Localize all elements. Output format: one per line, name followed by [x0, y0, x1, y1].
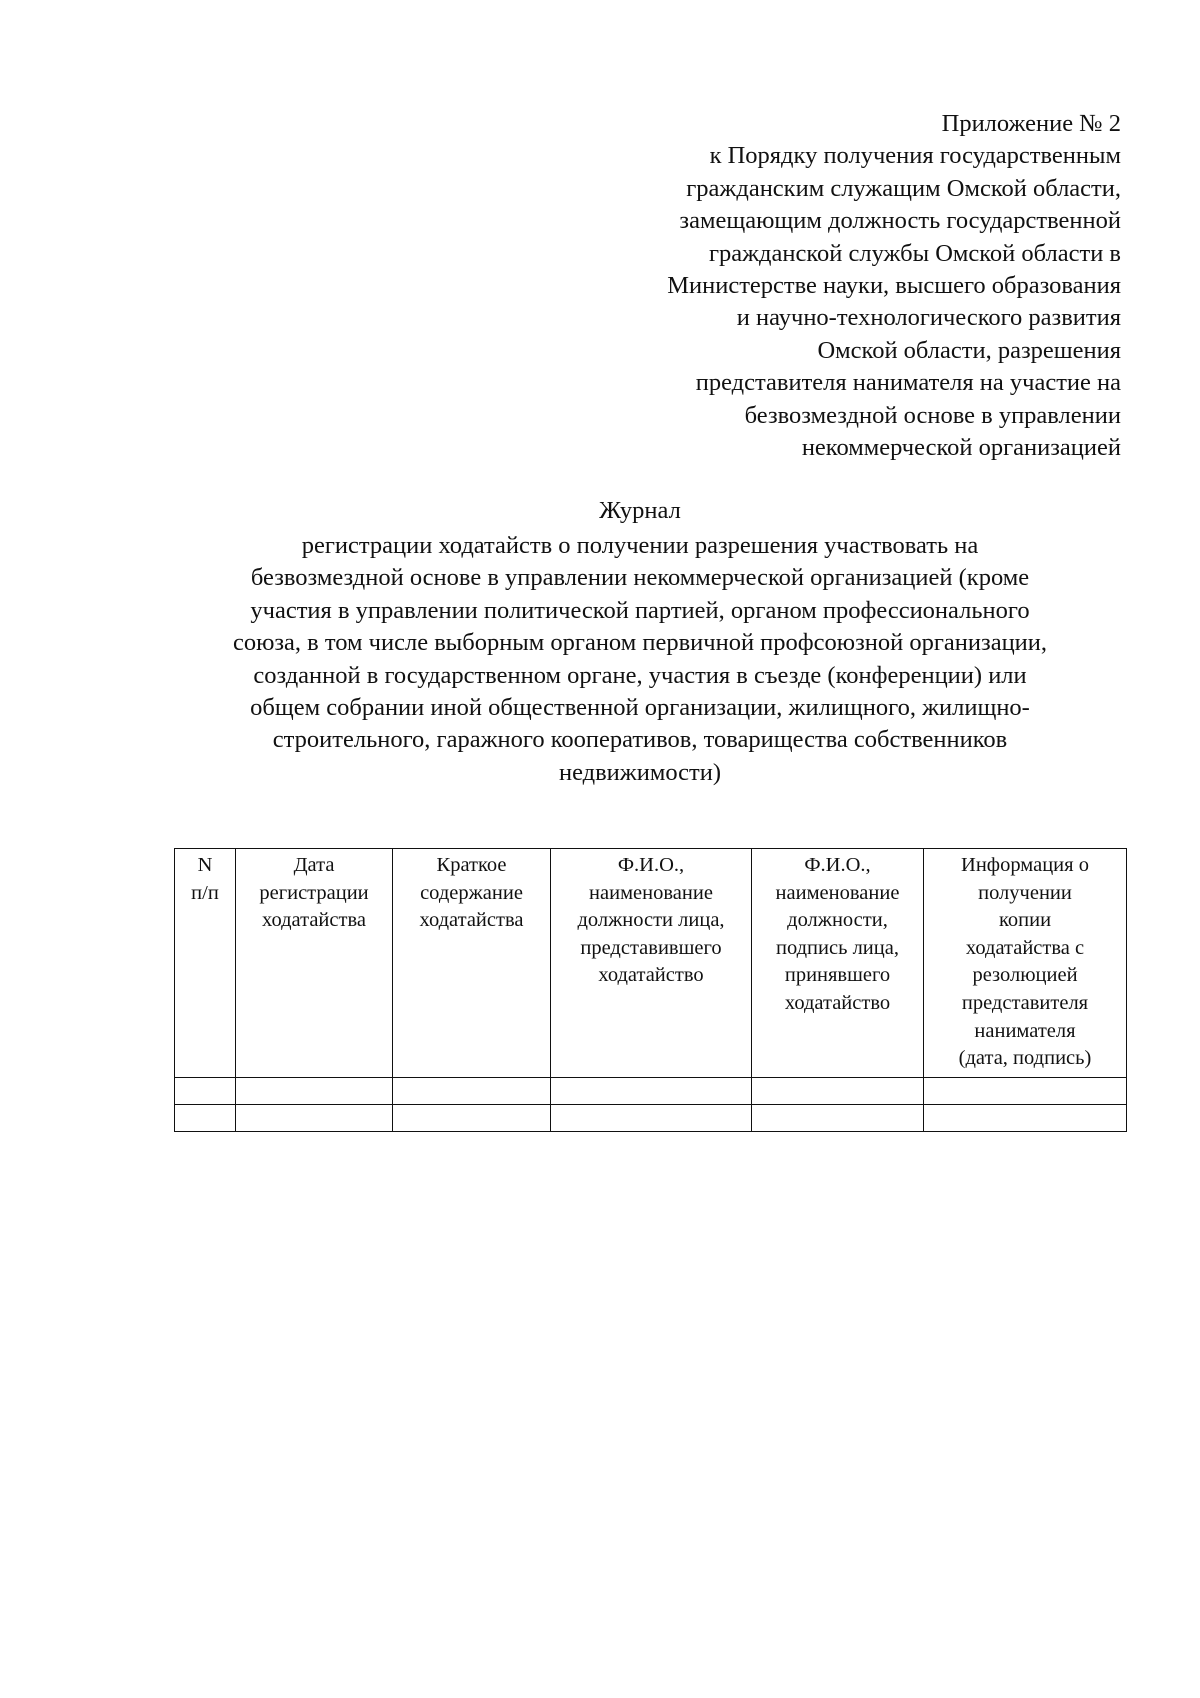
header-line: ходатайство: [784, 991, 891, 1014]
header-line: наименование: [589, 881, 713, 904]
appendix-line: Омской области, разрешения: [817, 336, 1121, 364]
journal-description-line: регистрации ходатайств о получении разрешения участвовать на: [301, 532, 979, 559]
table-cell: [236, 1077, 393, 1104]
header-line: ходатайства с: [965, 936, 1085, 959]
appendix-line: гражданским служащим Омской области,: [686, 174, 1121, 202]
table-cell: [924, 1077, 1127, 1104]
table-row: [175, 1077, 1127, 1104]
journal-description: [150, 530, 1130, 789]
journal-description-line: союза, в том числе выборным органом первичной профсоюзной организации,: [232, 629, 1048, 657]
table-cell: [551, 1077, 752, 1104]
header-line: Дата: [293, 854, 335, 876]
header-line: ходатайство: [598, 964, 704, 987]
table-cell: [236, 1104, 393, 1131]
table-row: [175, 1104, 1127, 1131]
column-header-number: [175, 849, 236, 1078]
journal-description-line: созданной в государственном органе, участия в съезде (конференции) или: [253, 661, 1027, 689]
column-header-summary: [393, 849, 551, 1078]
header-line: подпись лица,: [776, 936, 899, 959]
header-line: Ф.И.О.,: [804, 854, 871, 876]
table-cell: [924, 1104, 1127, 1131]
appendix-line: некоммерческой организацией: [801, 434, 1121, 462]
header-line: ходатайства: [419, 909, 524, 932]
journal-description-line: строительного, гаражного кооперативов, товарищества собственников: [272, 726, 1008, 754]
header-line: Краткое: [436, 854, 507, 876]
header-line: резолюцией: [972, 964, 1078, 987]
header-line: ходатайства: [262, 909, 366, 932]
appendix-line: гражданской службы Омской области в: [708, 239, 1121, 267]
header-line: нанимателя: [974, 1019, 1076, 1042]
table-cell: [393, 1104, 551, 1131]
header-line: получении: [978, 881, 1072, 904]
header-line: представителя: [961, 991, 1089, 1014]
appendix-line: замещающим должность государственной: [679, 207, 1121, 235]
header-line: содержание: [420, 881, 523, 904]
header-line: N: [197, 854, 213, 876]
table-cell: [175, 1077, 236, 1104]
table-cell: [752, 1077, 924, 1104]
header-line: регистрации: [259, 881, 369, 904]
appendix-line: и научно-технологического развития: [736, 304, 1121, 332]
appendix-line: безвозмездной основе в управлении: [744, 401, 1121, 429]
appendix-header: [481, 108, 1121, 464]
header-line: копии: [998, 909, 1052, 932]
table-cell: [551, 1104, 752, 1131]
header-line: должности,: [787, 909, 888, 932]
header-line: (дата, подпись): [958, 1047, 1092, 1070]
appendix-line: Приложение № 2: [941, 110, 1121, 137]
header-line: наименование: [775, 881, 900, 904]
journal-description-line: недвижимости): [558, 758, 722, 786]
header-line: принявшего: [784, 964, 891, 987]
column-header-submitter: [551, 849, 752, 1078]
column-header-receiver: [752, 849, 924, 1078]
column-header-registration-date: [236, 849, 393, 1078]
header-line: Ф.И.О.,: [617, 854, 685, 876]
journal-title: Журнал: [599, 497, 681, 524]
table-header-row: [175, 849, 1127, 1078]
header-line: Информация о: [961, 854, 1089, 876]
journal-description-line: участия в управлении политической партией, органом профессионального: [250, 596, 1030, 624]
column-header-copy-info: [924, 849, 1127, 1078]
header-line: должности лица,: [577, 909, 725, 932]
header-line: п/п: [191, 881, 219, 904]
table-cell: [175, 1104, 236, 1131]
header-line: представившего: [580, 936, 722, 959]
registration-table: [174, 848, 1127, 1132]
table-cell: [752, 1104, 924, 1131]
journal-description-line: безвозмездной основе в управлении некоммерческой организацией (кроме: [250, 564, 1030, 592]
appendix-line: Министерстве науки, высшего образования: [667, 272, 1121, 300]
appendix-line: представителя нанимателя на участие на: [695, 369, 1121, 397]
journal-description-line: общем собрании иной общественной организации, жилищного, жилищно-: [250, 694, 1030, 722]
table-cell: [393, 1077, 551, 1104]
appendix-line: к Порядку получения государственным: [709, 142, 1121, 170]
